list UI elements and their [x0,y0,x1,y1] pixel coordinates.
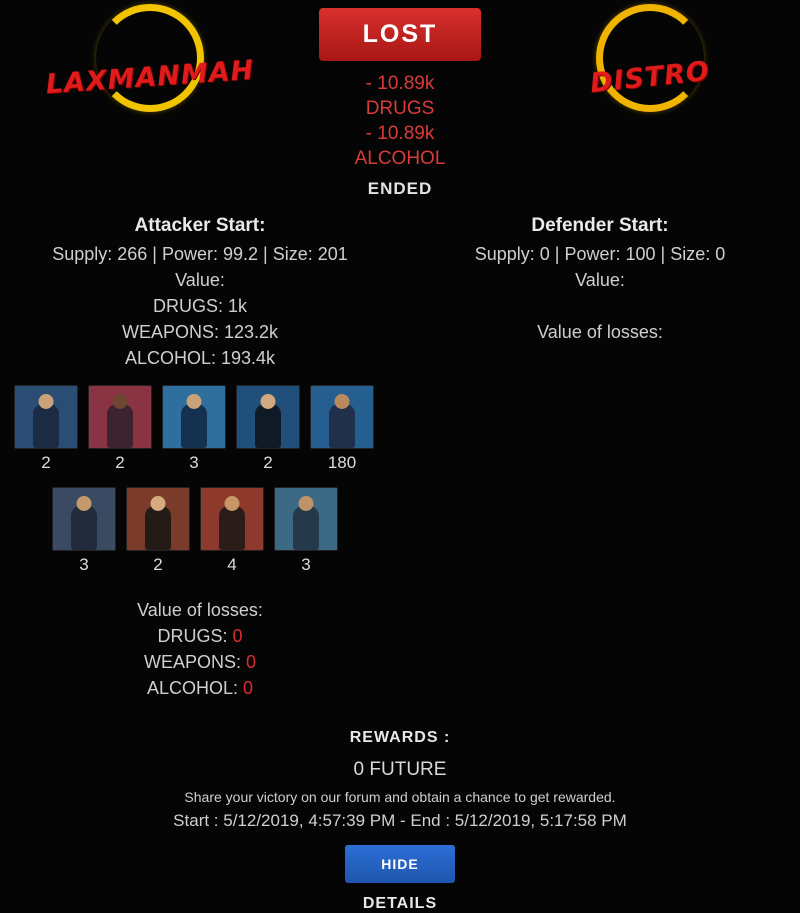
loss-summary [250,71,550,171]
loss-amount: 0 [243,678,254,698]
unit-gangster-portrait[interactable] [310,385,374,449]
defender-team-name: DISTRO [588,55,712,100]
hide-button[interactable]: HIDE [345,845,454,883]
unit-count: 2 [153,555,163,574]
rewards-share-text: Share your victory on our forum and obtain a chance to get rewarded. [184,789,616,805]
unit-count: 4 [227,555,237,574]
loss-amount: 0 [232,626,243,646]
loss-resource-1: DRUGS [365,98,435,119]
unit-enforcer[interactable] [274,487,338,575]
unit-sniper[interactable] [14,385,78,473]
loss-name: DRUGS: [157,626,228,646]
loss-amount-2: - 10.89k [365,123,435,144]
loss-amount-1: - 10.89k [365,73,435,94]
unit-enforcer-portrait[interactable] [274,487,338,551]
loss-amount: 0 [246,652,257,672]
attacker-stats-column [0,213,400,371]
attacker-value-alcohol: ALCOHOL: 193.4k [124,348,276,368]
unit-boss[interactable] [126,487,190,575]
loss-row-drugs [0,623,400,649]
rewards-amount: 0 FUTURE [353,759,447,780]
unit-soldier[interactable] [52,487,116,575]
unit-row [14,385,400,473]
unit-count: 2 [115,453,125,472]
unit-sniper-portrait[interactable] [14,385,78,449]
unit-row [14,487,400,575]
unit-gangster[interactable] [310,385,374,473]
battle-status: ENDED [367,179,433,198]
attacker-team-logo [20,0,280,120]
attacker-value-weapons: WEAPONS: 123.2k [121,322,279,342]
attacker-units [0,385,400,575]
attacker-losses-label: Value of losses: [137,600,263,620]
ring-icon [96,4,204,112]
unit-count: 3 [301,555,311,574]
attacker-value-label: Value: [175,270,225,290]
defender-team-logo [520,0,780,120]
defender-stats-column [400,213,800,371]
unit-count: 2 [263,453,273,472]
unit-agent-portrait[interactable] [236,385,300,449]
unit-thug[interactable] [88,385,152,473]
attacker-losses [0,597,400,701]
loss-name: ALCOHOL: [146,678,238,698]
unit-count: 3 [189,453,199,472]
unit-dealer[interactable] [200,487,264,575]
loss-name: WEAPONS: [143,652,241,672]
loss-row-weapons [0,649,400,675]
rewards-title: REWARDS : [349,729,451,746]
loss-resource-2: ALCOHOL [354,148,446,169]
unit-count: 2 [41,453,51,472]
loss-row-alcohol [0,675,400,701]
start-stats [0,213,800,371]
unit-gunman-portrait[interactable] [162,385,226,449]
spacer [400,293,800,319]
defender-value-label: Value: [575,270,625,290]
attacker-value-drugs: DRUGS: 1k [152,296,248,316]
unit-dealer-portrait[interactable] [200,487,264,551]
rewards-section [0,729,800,913]
defender-stats-line: Supply: 0 | Power: 100 | Size: 0 [474,244,726,264]
attacker-heading: Attacker Start: [134,215,266,236]
unit-gunman[interactable] [162,385,226,473]
unit-count: 3 [79,555,89,574]
battle-result-block [250,0,550,199]
defender-heading: Defender Start: [531,215,669,236]
battle-period: Start : 5/12/2019, 4:57:39 PM - End : 5/12/2019, 5:17:58 PM [173,811,627,830]
details-label[interactable]: DETAILS [362,895,438,912]
unit-boss-portrait[interactable] [126,487,190,551]
attacker-stats-line: Supply: 266 | Power: 99.2 | Size: 201 [52,244,348,264]
defender-losses-label: Value of losses: [537,322,663,342]
unit-soldier-portrait[interactable] [52,487,116,551]
unit-agent[interactable] [236,385,300,473]
unit-count: 180 [327,453,357,472]
attacker-team-name: LAXMANMAH [44,54,256,101]
unit-thug-portrait[interactable] [88,385,152,449]
result-badge: LOST [319,8,482,61]
battle-header [0,0,800,198]
